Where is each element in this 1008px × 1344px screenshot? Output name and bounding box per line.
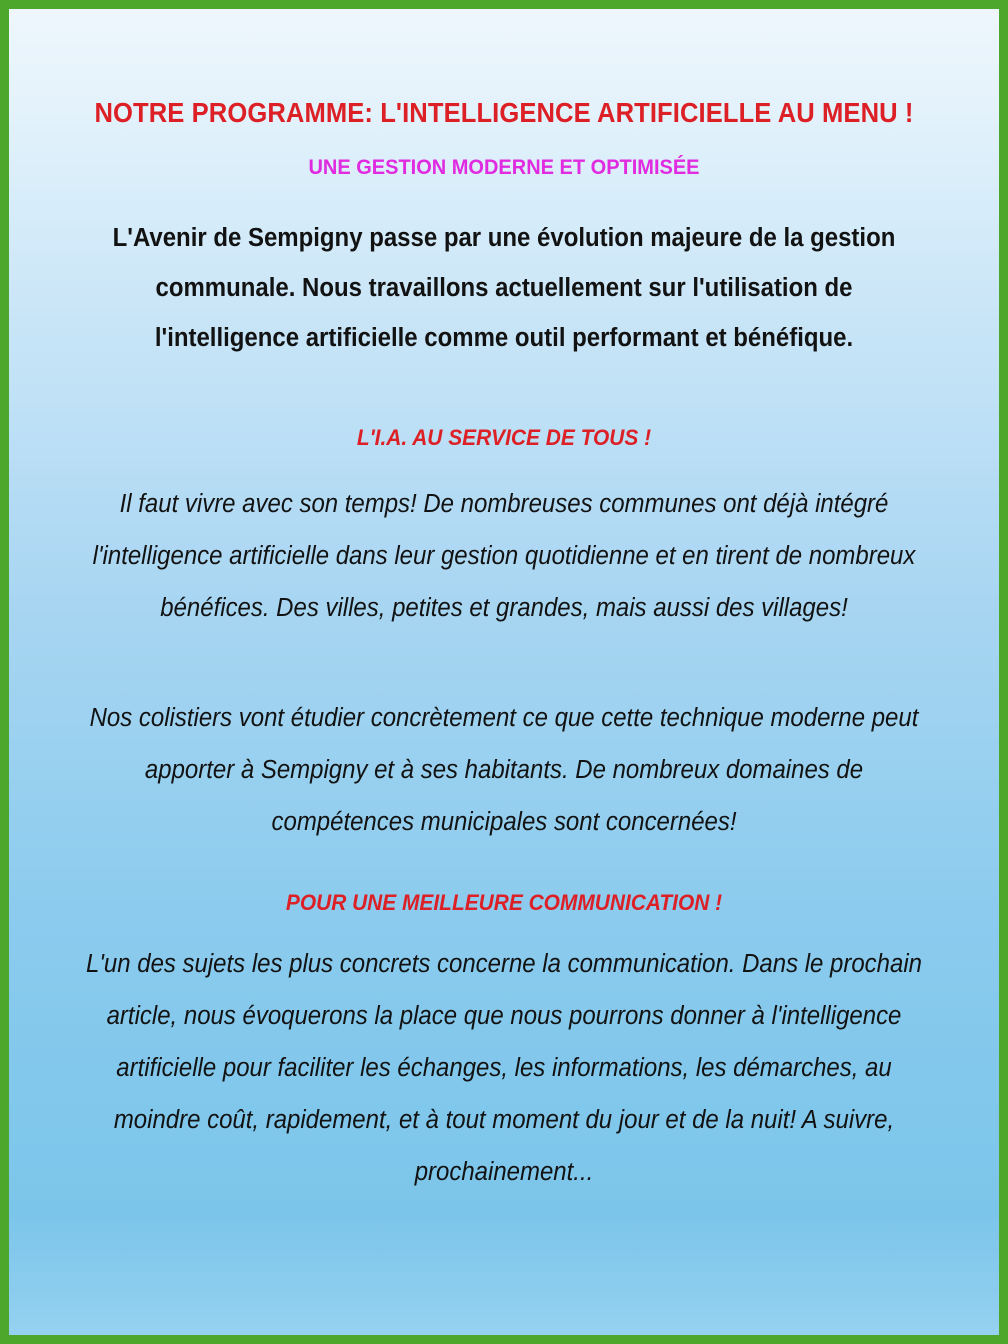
page-title: NOTRE PROGRAMME: L'INTELLIGENCE ARTIFICIELLE AU MENU ! bbox=[94, 97, 914, 128]
section-heading-ia: L'I.A. AU SERVICE DE TOUS ! bbox=[356, 425, 652, 451]
section-paragraph-ia-1: Il faut vivre avec son temps! De nombreuses communes ont déjà intégré l'intelligence artificielle dans leur gestion quotidienne et en tirent de nombreux bénéfices. Des villes, petites et grandes, mais aussi des villages! bbox=[92, 489, 916, 622]
poster-content bbox=[9, 9, 999, 1198]
section-paragraph-ia-2: Nos colistiers vont étudier concrètement ce que cette technique moderne peut apporter à Sempigny et à ses habitants. De nombreux domaines de compétences municipales sont concernées! bbox=[89, 703, 919, 836]
section-heading-communication: POUR UNE MEILLEURE COMMUNICATION ! bbox=[285, 889, 723, 915]
section-paragraph-communication-1: L'un des sujets les plus concrets concerne la communication. Dans le prochain article, nous évoquerons la place que nous pourrons donner à l'intelligence artificielle pour faciliter les échanges, les informations, les démarches, au moindre coût, rapidement, et à tout moment du jour et de la nuit! A suivre, prochainement... bbox=[86, 950, 922, 1187]
intro-paragraph: L'Avenir de Sempigny passe par une évolution majeure de la gestion communale. Nous travaillons actuellement sur l'utilisation de l'intelligence artificielle comme outil performant et bénéfique. bbox=[112, 224, 896, 353]
page-subtitle: UNE GESTION MODERNE ET OPTIMISÉE bbox=[308, 154, 700, 179]
